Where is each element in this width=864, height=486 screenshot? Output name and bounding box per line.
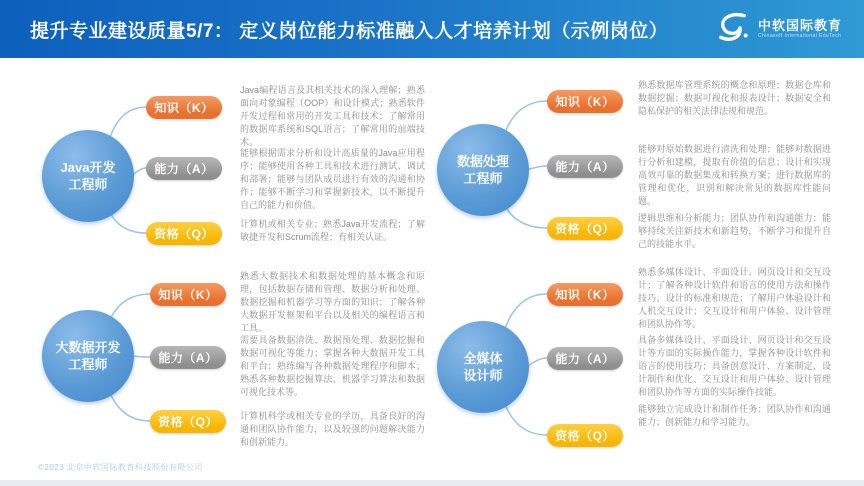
- ability-text-dataproc: 能够对原始数据进行清洗和处理；能够对数据进行分析和建模，提取有价值的信息；设计和实现高效可靠的数据集成和转换方案；进行数据库的管理和优化，识别和解决常见的数据库性能问题。: [638, 144, 831, 206]
- page-title: 提升专业建设质量5/7： 定义岗位能力标准融入人才培养计划（示例岗位）: [30, 20, 669, 42]
- logo-name: 中软国际教育: [757, 17, 842, 33]
- qualification-pill-dataproc: 资格（Q）: [547, 217, 623, 240]
- qualification-text-java: 计算机或相关专业；熟悉Java开发流程；了解敏捷开发和Scrum流程；有相关认证。: [240, 219, 425, 242]
- role-name-line1: 大数据开发: [55, 340, 121, 355]
- role-circle-bigdata: [42, 310, 134, 402]
- qualification-pill-media: 资格（Q）: [547, 424, 623, 447]
- role-name-line2: 工程师: [68, 357, 108, 372]
- copyright-text: ©2023 北京中软国际教育科技股份有限公司: [38, 463, 203, 472]
- role-name-line1: Java开发: [60, 160, 116, 175]
- role-name-line1: 数据处理: [456, 154, 509, 169]
- ability-pill-dataproc: 能力（A）: [547, 155, 623, 178]
- ability-pill-bigdata: 能力（A）: [150, 346, 226, 369]
- role-circle-media: [437, 321, 529, 413]
- knowledge-text-dataproc: 熟悉数据库管理系统的概念和原理；数据仓库和数据挖掘；数据可视化和报表设计；数据安全和隐私保护的相关法律法规和规范。: [638, 80, 831, 116]
- qualification-text-dataproc: 逻辑思维和分析能力；团队协作和沟通能力；能够持续关注新技术和新趋势，不断学习和提升自己的技能水平。: [638, 213, 831, 249]
- role-circle-dataproc: [437, 124, 529, 216]
- role-name-line2: 工程师: [68, 177, 108, 192]
- role-name-line2: 工程师: [463, 171, 503, 186]
- ability-pill-media: 能力（A）: [547, 347, 623, 370]
- role-name-line1: 全媒体: [463, 351, 503, 366]
- qualification-pill-java: 资格（Q）: [146, 222, 222, 245]
- ability-text-bigdata: 需要具备数据清洗、数据预处理、数据挖掘和数据可视化等能力；掌握各种大数据开发工具和平台；熟练编写各种数据处理程序和脚本；熟悉各种数据挖掘算法、机器学习算法和数据可视化技术等。: [240, 335, 425, 397]
- bottom-strip: [0, 480, 864, 486]
- knowledge-pill-bigdata: 知识（K）: [150, 283, 226, 306]
- qualification-text-bigdata: 计算机科学或相关专业的学历，具备良好的沟通和团队协作能力，以及较强的问题解决能力和创新能力。: [240, 411, 425, 447]
- knowledge-text-media: 熟悉多媒体设计、平面设计、网页设计和交互设计；了解各种设计软件和语言的使用方法和操作技巧、设计的标准和规范；了解用户体验设计和人机交互设计；交互设计和用户体验、设计管理和团队协作等。: [638, 267, 831, 329]
- knowledge-text-java: Java编程语言及其相关技术的深入理解；熟悉面向对象编程（OOP）和设计模式；熟悉软件开发过程和常用的开发工具和技术；了解常用的数据库系统和SQL语言；了解常用的前端技术。: [240, 85, 425, 147]
- knowledge-pill-java: 知识（K）: [146, 96, 222, 119]
- ability-text-java: 能够根据需求分析和设计高质量的Java应用程序；能够使用各种工具和技术进行测试、调试和部署；能够与团队成员进行有效的沟通和协作；能够不断学习和掌握新技术，以不断提升自己的能力和价值。: [240, 148, 425, 210]
- role-name-line2: 设计师: [463, 368, 503, 383]
- ability-text-media: 具备多媒体设计、平面设计、网页设计和交互设计等方面的实际操作能力，掌握各种设计软件和语言的使用技巧；具备创意设计、方案制定、设计制作和优化、交互设计和用户体验、设计管理和团队协作等方面的实际操作技能。: [638, 335, 831, 397]
- logo-subtitle: Chinasoft International EduTech: [757, 32, 842, 39]
- knowledge-pill-media: 知识（K）: [547, 283, 623, 306]
- qualification-text-media: 能够独立完成设计和制作任务；团队协作和沟通能力；创新能力和学习能力。: [638, 404, 831, 427]
- knowledge-pill-dataproc: 知识（K）: [547, 90, 623, 113]
- ability-pill-java: 能力（A）: [146, 157, 222, 180]
- knowledge-text-bigdata: 熟悉大数据技术和数据处理的基本概念和原理，包括数据存储和管理、数据分析和处理、数据挖掘和机器学习等方面的知识；了解各种大数据开发框架和平台以及相关的编程语言和工具。: [240, 271, 425, 333]
- role-circle-java: [42, 130, 134, 222]
- qualification-pill-bigdata: 资格（Q）: [150, 410, 226, 433]
